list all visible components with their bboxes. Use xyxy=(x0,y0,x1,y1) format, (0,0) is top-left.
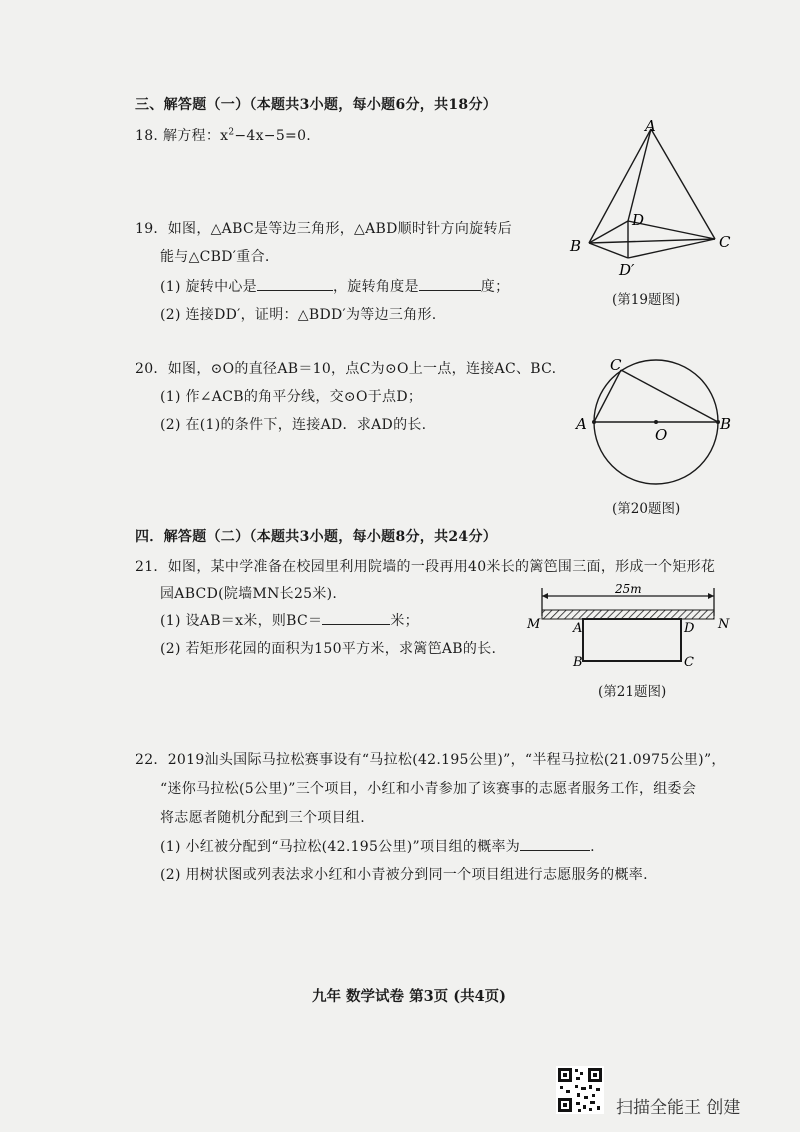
question-19-line-2: 能与△CBD′重合. xyxy=(160,249,270,265)
label-A: A xyxy=(576,415,587,433)
figure-20-circle xyxy=(570,352,745,497)
label-N: N xyxy=(718,617,730,632)
label-D: D xyxy=(684,621,695,636)
question-21-line-2: 园ABCD(院墙MN长25米). xyxy=(160,586,338,602)
question-22-part-1a: (1) 小红被分配到“马拉松(42.195公里)”项目组的概率为 xyxy=(160,839,521,855)
figure-21-garden xyxy=(525,580,740,680)
question-19-line-1: 19．如图，△ABC是等边三角形，△ABD顺时针方向旋转后 xyxy=(135,221,513,237)
label-A: A xyxy=(573,621,583,636)
question-21-part-1 xyxy=(160,610,419,630)
question-22-line-1: 22．2019汕头国际马拉松赛事设有“马拉松(42.195公里)”，“半程马拉松(21.0975公里)”， xyxy=(135,752,726,768)
question-22-line-3: 将志愿者随机分配到三个项目组. xyxy=(160,810,365,826)
figure-21-caption: (第21题图) xyxy=(598,684,667,700)
wall-length-label: 25m xyxy=(615,582,642,596)
label-B: B xyxy=(720,415,732,433)
question-21-part-1a: (1) 设AB＝x米，则BC＝ xyxy=(160,613,323,629)
question-18 xyxy=(135,125,311,145)
label-B: B xyxy=(570,237,582,255)
question-21-line-1: 21．如图，某中学准备在校园里利用院墙的一段再用40米长的篱笆围三面，形成一个矩形花 xyxy=(135,559,716,575)
question-22-line-2: “迷你马拉松(5公里)”三个项目，小红和小青参加了该赛事的志愿者服务工作，组委会 xyxy=(160,781,697,797)
answer-blank xyxy=(322,612,390,625)
question-22-part-1b: . xyxy=(590,839,595,855)
question-18-exponent: 2 xyxy=(228,127,235,138)
figure-19-triangle xyxy=(565,115,740,285)
question-21-part-1b: 米； xyxy=(390,613,419,629)
question-19-part-1 xyxy=(160,276,509,296)
question-21-part-2: (2) 若矩形花园的面积为150平方米，求篱笆AB的长. xyxy=(160,641,497,657)
question-22-part-2: (2) 用树状图或列表法求小红和小青被分到同一个项目组进行志愿服务的概率. xyxy=(160,867,648,883)
figure-20-caption: (第20题图) xyxy=(612,501,681,517)
question-18-text-suffix: −4x−5=0. xyxy=(234,128,312,144)
label-D: D xyxy=(632,211,645,229)
figure-19-caption: (第19题图) xyxy=(612,292,681,308)
question-19-part-1a: (1) 旋转中心是 xyxy=(160,279,257,295)
question-19-part-1b: ，旋转角度是 xyxy=(332,279,419,295)
answer-blank xyxy=(419,278,481,291)
question-20-part-1: (1) 作∠ACB的角平分线，交⊙O于点D； xyxy=(160,389,423,405)
question-19-part-2: (2) 连接DD′，证明：△BDD′为等边三角形. xyxy=(160,307,437,323)
question-22-part-1 xyxy=(160,836,595,856)
question-20-part-2: (2) 在(1)的条件下，连接AD．求AD的长. xyxy=(160,417,427,433)
label-C: C xyxy=(610,356,622,374)
scanner-watermark: 扫描全能王 创建 xyxy=(616,1098,741,1118)
answer-blank xyxy=(257,278,333,291)
question-18-number: 18. xyxy=(135,128,159,144)
question-20-line-1: 20．如图，⊙O的直径AB＝10，点C为⊙O上一点，连接AC、BC. xyxy=(135,361,557,377)
question-18-text-prefix: 解方程：x xyxy=(162,128,229,144)
label-B: B xyxy=(573,655,583,670)
section-4-heading: 四．解答题（二）（本题共3小题，每小题8分，共24分） xyxy=(135,529,498,545)
label-C: C xyxy=(719,233,731,251)
page-footer: 九年 数学试卷 第3页 (共4页) xyxy=(312,988,507,1005)
question-19-part-1c: 度； xyxy=(480,279,510,295)
answer-blank xyxy=(520,838,590,851)
section-3-heading: 三、解答题（一）（本题共3小题，每小题6分，共18分） xyxy=(135,97,498,113)
label-M: M xyxy=(527,617,541,632)
label-A: A xyxy=(645,117,656,135)
label-C: C xyxy=(684,655,694,670)
label-O: O xyxy=(655,426,668,444)
qr-code-icon xyxy=(556,1066,604,1114)
label-D-prime: D′ xyxy=(619,261,635,279)
